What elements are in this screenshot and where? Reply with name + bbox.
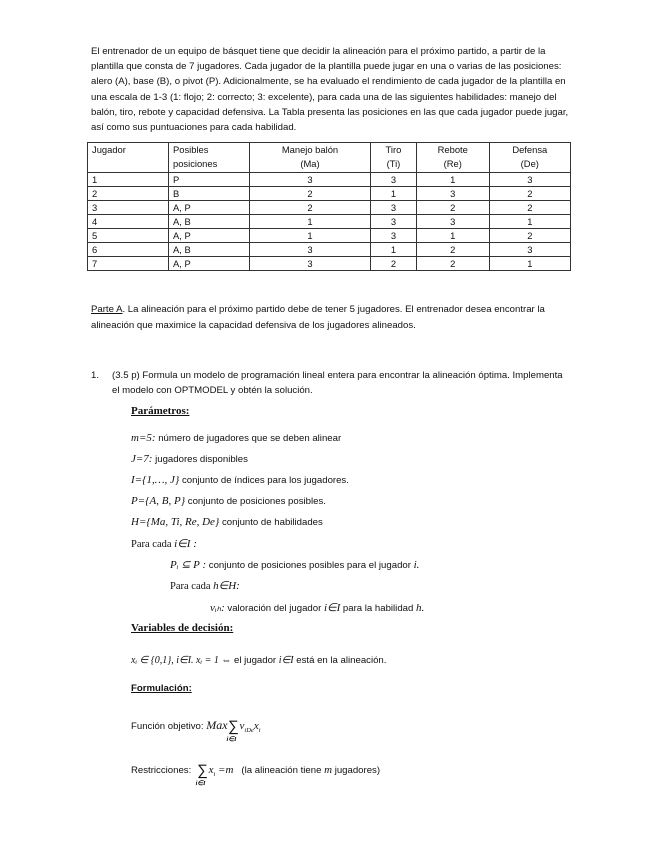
table-cell: 2 (489, 201, 570, 215)
param-v: vᵢₕ: valoración del jugador i∈I para la habilidad h. (210, 602, 425, 614)
table-cell: A, B (169, 215, 250, 229)
header-rebote: Rebote (Re) (416, 143, 489, 173)
table-cell: 3 (416, 187, 489, 201)
table-header-row (88, 143, 571, 173)
constraints: Restricciones: ∑ i∈I $x_i =m$ (la alineación tiene m jugadores) (131, 762, 381, 787)
players-table (87, 142, 571, 271)
table-cell: 1 (416, 173, 489, 187)
table-cell: A, P (169, 201, 250, 215)
table-row (88, 243, 571, 257)
table-cell: 1 (416, 229, 489, 243)
objective-function: Función objetivo: Max∑ i∈I $v_{iDe}x_i$ (131, 718, 261, 743)
table-body (88, 173, 571, 271)
param-for-each-h: Para cada h∈H: (170, 580, 240, 592)
table-cell: 2 (416, 201, 489, 215)
table-cell: 7 (88, 257, 169, 271)
table-row (88, 187, 571, 201)
table-cell: 1 (250, 215, 371, 229)
table-cell: 2 (250, 187, 371, 201)
table-cell: 1 (370, 187, 416, 201)
table-cell: 2 (416, 243, 489, 257)
table-cell: A, P (169, 229, 250, 243)
question-number: 1. (91, 370, 100, 381)
table-cell: 1 (489, 257, 570, 271)
intro-paragraph: El entrenador de un equipo de básquet tiene que decidir la alineación para el próximo partido, a partir de la plantilla que consta de 7 jugadores. Cada jugador de la plantilla puede jugar en una o varias de las posiciones: alero (A), base (B), o pivot (P). Adicionalmente, se ha evaluado el rendimiento de cada jugador de la plantilla en una escala de 1-3 (1: flojo; 2: correcto; 3: excelente), para cada una de las siguientes habilidades: manejo del balón, tiro, rebote y capacidad defensiva. La Tabla presenta las posiciones en las que cada jugador puede jugar, así como sus puntuaciones para cada habilidad. (91, 46, 569, 134)
table-cell: 6 (88, 243, 169, 257)
header-jugador: Jugador (88, 143, 169, 173)
param-H: H={Ma, Ti, Re, De} conjunto de habilidades (131, 516, 323, 528)
header-manejo: Manejo balón (Ma) (250, 143, 371, 173)
table-cell: 2 (88, 187, 169, 201)
table-row (88, 229, 571, 243)
table-cell: 3 (370, 201, 416, 215)
table-cell: 3 (250, 257, 371, 271)
sum-symbol: ∑ i∈I (195, 762, 208, 787)
table-cell: 3 (88, 201, 169, 215)
part-a-paragraph (91, 302, 569, 334)
table-cell: 3 (489, 243, 570, 257)
table-cell: B (169, 187, 250, 201)
table-cell: P (169, 173, 250, 187)
table-cell: 2 (489, 229, 570, 243)
header-posiciones: Posibles posiciones (169, 143, 250, 173)
sum-symbol: ∑ i∈I (226, 718, 239, 743)
table-cell: 3 (416, 215, 489, 229)
table-cell: 2 (370, 257, 416, 271)
table-row (88, 201, 571, 215)
table-cell: 1 (489, 215, 570, 229)
part-a-label: Parte A (91, 304, 123, 315)
table-cell: 3 (250, 243, 371, 257)
param-P: P={A, B, P} conjunto de posiciones posibles. (131, 495, 326, 507)
formulation-title: Formulación: (131, 683, 192, 694)
table-cell: 3 (370, 215, 416, 229)
question-text: (3.5 p) Formula un modelo de programación lineal entera para encontrar la alineación óptima. Implementa el modelo con OPTMODEL y obtén la solución. (112, 370, 563, 396)
part-a-text: . La alineación para el próximo partido debe de tener 5 jugadores. El entrenador desea encontrar la alineación que maximice la capacidad defensiva de los jugadores alineados. (91, 304, 545, 331)
table-cell: 3 (489, 173, 570, 187)
table-row (88, 215, 571, 229)
vars-title: Variables de decisión: (131, 622, 234, 634)
table-cell: 1 (370, 243, 416, 257)
param-J: J=7: jugadores disponibles (131, 453, 248, 465)
table-cell: 5 (88, 229, 169, 243)
table-cell: 3 (370, 229, 416, 243)
param-I: I={1,…, J} conjunto de índices para los jugadores. (131, 474, 349, 486)
table-row (88, 173, 571, 187)
params-title: Parámetros: (131, 405, 190, 417)
table-cell: 1 (250, 229, 371, 243)
table-cell: 2 (250, 201, 371, 215)
header-defensa: Defensa (De) (489, 143, 570, 173)
header-tiro: Tiro (Ti) (370, 143, 416, 173)
table-cell: 2 (416, 257, 489, 271)
table-cell: 2 (489, 187, 570, 201)
table-cell: 3 (250, 173, 371, 187)
table-row (88, 257, 571, 271)
var-x: xᵢ ∈ {0,1}, i∈I. xᵢ = 1 ⇔ el jugador i∈I está en la alineación. (131, 655, 387, 666)
param-for-each-i: Para cada i∈I : (131, 538, 197, 550)
table-cell: 1 (88, 173, 169, 187)
param-m: m=5: número de jugadores que se deben alinear (131, 432, 342, 444)
table-cell: A, P (169, 257, 250, 271)
table-cell: 4 (88, 215, 169, 229)
table-cell: 3 (370, 173, 416, 187)
param-Pi: Pᵢ ⊆ P : conjunto de posiciones posibles para el jugador i. (170, 559, 420, 571)
table-cell: A, B (169, 243, 250, 257)
